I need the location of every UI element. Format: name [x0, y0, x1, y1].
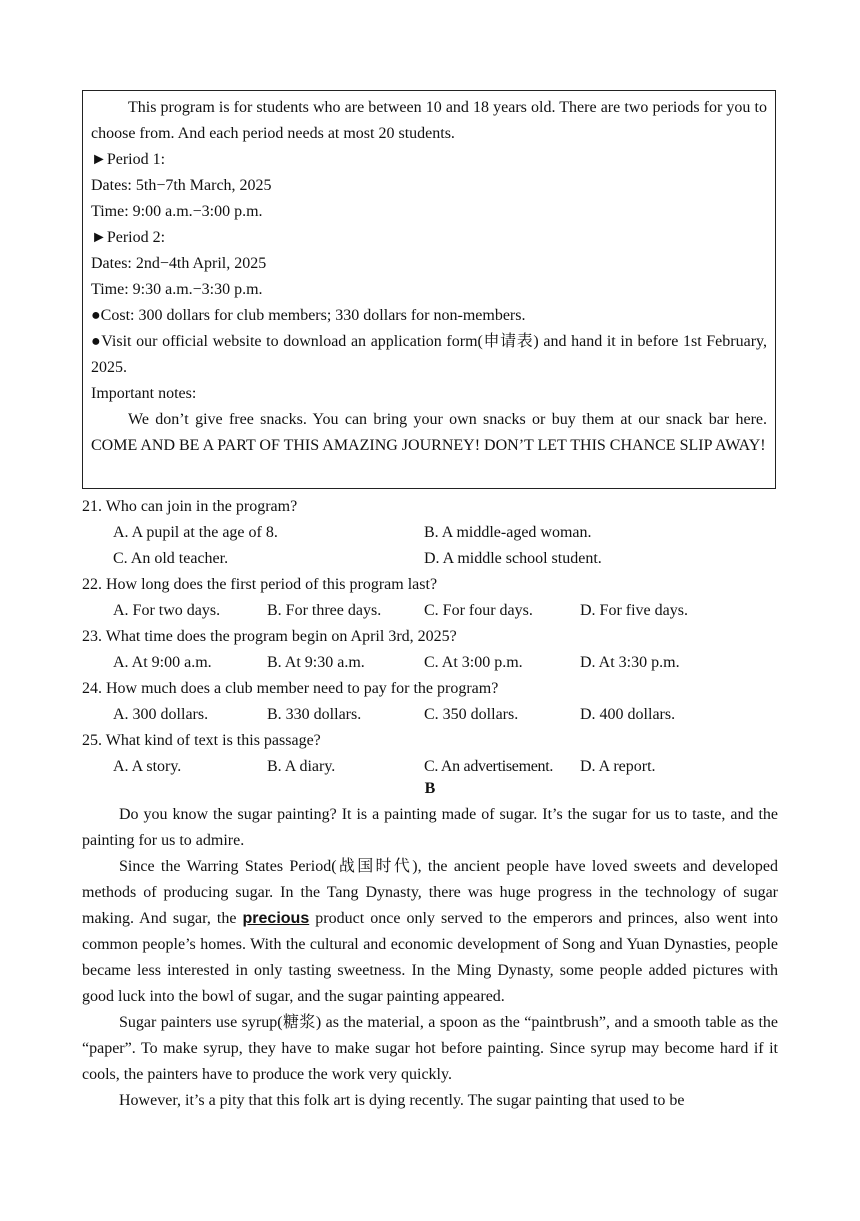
period1-heading: ►Period 1:	[91, 151, 166, 168]
question-21-options-row-2	[82, 546, 782, 572]
question-21-option-d[interactable]: D. A middle school student.	[424, 550, 602, 567]
question-23-option-c[interactable]: C. At 3:00 p.m.	[424, 654, 523, 671]
cost-line: ●Cost: 300 dollars for club members; 330 dollars for non-members.	[91, 307, 526, 324]
question-23	[82, 624, 782, 676]
program-notice-box	[82, 90, 776, 489]
question-23-option-b[interactable]: B. At 9:30 a.m.	[267, 654, 365, 671]
highlighted-word-precious: precious	[242, 910, 310, 927]
question-25-option-d[interactable]: D. A report.	[580, 758, 656, 775]
question-25-option-b[interactable]: B. A diary.	[267, 758, 336, 775]
notes-body: We don’t give free snacks. You can bring your own snacks or buy them at our snack bar here. COME AND BE A PART OF THIS AMAZING JOURNEY! DON’T LET THIS CHANCE SLIP AWAY!	[91, 411, 767, 454]
period2-heading: ►Period 2:	[91, 229, 166, 246]
period1-dates: Dates: 5th−7th March, 2025	[91, 177, 272, 194]
passage-b-paragraph-1: Do you know the sugar painting? It is a painting made of sugar. It’s the sugar for us to taste, and the painting for us to admire.	[82, 806, 778, 849]
question-24-option-b[interactable]: B. 330 dollars.	[267, 706, 362, 723]
question-22-stem: 22. How long does the first period of this program last?	[82, 576, 438, 593]
question-25-option-c[interactable]: C. An advertisement.	[424, 758, 554, 775]
period2-time: Time: 9:30 a.m.−3:30 p.m.	[91, 281, 263, 298]
question-24-option-c[interactable]: C. 350 dollars.	[424, 706, 519, 723]
question-24-option-d[interactable]: D. 400 dollars.	[580, 706, 676, 723]
question-22	[82, 572, 782, 624]
question-24	[82, 676, 782, 728]
period1-time: Time: 9:00 a.m.−3:00 p.m.	[91, 203, 263, 220]
question-22-options	[82, 598, 782, 624]
passage-b-paragraph-4: However, it’s a pity that this folk art is dying recently. The sugar painting that used to be	[119, 1092, 685, 1109]
question-21-option-b[interactable]: B. A middle-aged woman.	[424, 524, 592, 541]
question-24-option-a[interactable]: A. 300 dollars.	[113, 706, 209, 723]
notice-intro: This program is for students who are between 10 and 18 years old. There are two periods for you to choose from. And each period needs at most 20 students.	[91, 99, 767, 142]
question-23-stem: 23. What time does the program begin on April 3rd, 2025?	[82, 628, 457, 645]
question-22-option-c[interactable]: C. For four days.	[424, 602, 533, 619]
section-b-label: B	[424, 780, 436, 797]
question-25-stem: 25. What kind of text is this passage?	[82, 732, 321, 749]
application-line: ●Visit our official website to download an application form(申请表) and hand it in before 1st February, 2025.	[91, 333, 767, 376]
question-24-options	[82, 702, 782, 728]
question-23-option-d[interactable]: D. At 3:30 p.m.	[580, 654, 680, 671]
passage-b	[82, 802, 778, 1114]
question-22-option-b[interactable]: B. For three days.	[267, 602, 382, 619]
question-23-options	[82, 650, 782, 676]
question-24-stem: 24. How much does a club member need to pay for the program?	[82, 680, 499, 697]
passage-b-paragraph-3: Sugar painters use syrup(糖浆) as the material, a spoon as the “paintbrush”, and a smooth table as the “paper”. To make syrup, they have to make sugar hot before painting. Since syrup may become hard if it cools, the painters have to produce the work very quickly.	[82, 1014, 778, 1083]
passage-b-paragraph-2-part-1: Since the Warring States Period(战国时代), the ancient people have loved sweets and developed methods of producing sugar. In the Tang Dynasty, there was huge progress in the technology of sugar making. And sugar, the	[82, 858, 778, 927]
period2-dates: Dates: 2nd−4th April, 2025	[91, 255, 267, 272]
passage-b-paragraph-2	[82, 854, 778, 1010]
question-list	[82, 494, 782, 780]
question-21-options-row-1	[82, 520, 782, 546]
question-22-option-a[interactable]: A. For two days.	[113, 602, 221, 619]
question-21-option-c[interactable]: C. An old teacher.	[113, 550, 229, 567]
question-25-option-a[interactable]: A. A story.	[113, 758, 182, 775]
question-22-option-d[interactable]: D. For five days.	[580, 602, 688, 619]
question-21-stem: 21. Who can join in the program?	[82, 498, 298, 515]
question-21	[82, 494, 782, 572]
notes-heading: Important notes:	[91, 385, 197, 402]
question-25	[82, 728, 782, 780]
question-21-option-a[interactable]: A. A pupil at the age of 8.	[113, 524, 278, 541]
question-23-option-a[interactable]: A. At 9:00 a.m.	[113, 654, 212, 671]
passage-b-paragraph-2-part-2: product once only served to the emperors and princes, also went into common people’s homes. With the cultural and economic development of Song and Yuan Dynasties, people became less interested in only tasting sweetness. In the Ming Dynasty, some people added pictures with good luck into the bowl of sugar, and the sugar painting appeared.	[82, 910, 778, 1005]
